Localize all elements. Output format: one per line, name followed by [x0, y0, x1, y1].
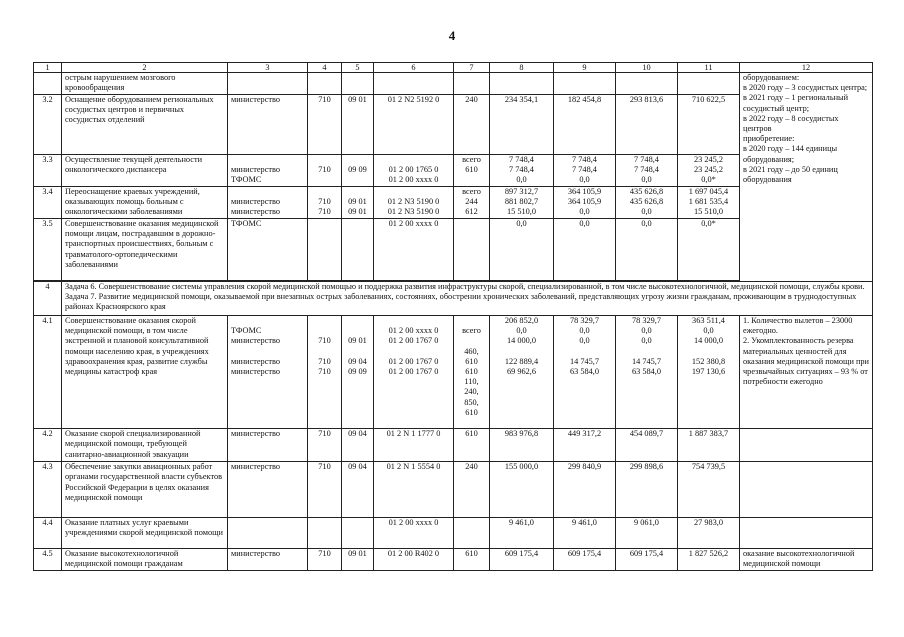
row-name: Совершенствование оказания медицинской помощи лицам, пострадавшим в дорожно-транспортных происшествиях, больным с травматолого-ортопедическими заболеваниями: [62, 219, 228, 281]
cell-gr: 710: [308, 462, 342, 518]
row-name: острым нарушением мозгового кровообращения: [62, 73, 228, 95]
cell-total: 23 245,2 23 245,2 0,0*: [678, 155, 740, 187]
cell-rzpr: 09 09: [342, 155, 374, 187]
cell-total: 754 739,5: [678, 462, 740, 518]
cell-2021: 78 329,7 0,0 0,0 14 745,7 63 584,0: [554, 316, 616, 429]
row-name: Оказание высокотехнологичной медицинской помощи гражданам: [62, 549, 228, 571]
table-row: [34, 429, 873, 462]
task-description: Задача 6. Совершенствование системы управления скорой медицинской помощью и поддержка развития инфраструктуры скорой, специализированной, в том числе высокотехнологичной, медицинской помощи, службы крови. Задача 7. Развитие медицинской помощи, оказываемой при внезапных острых заболеваниях, состояниях, обострении хронических заболеваний, представляющих угрозу жизни гражданам, проживающим в труднодоступных районах Красноярского края: [62, 282, 873, 316]
page-number: 4: [448, 28, 456, 43]
row-number: 4.3: [34, 462, 62, 518]
cell-gr: 710: [308, 429, 342, 462]
cell-2021: 364 105,9 364 105,9 0,0: [554, 187, 616, 219]
cell-rzpr: 09 01: [342, 549, 374, 571]
row-number: 3.2: [34, 95, 62, 155]
task-row: [34, 282, 873, 316]
cell-total: 1 827 526,2: [678, 549, 740, 571]
cell-total: 1 887 383,7: [678, 429, 740, 462]
cell-2021: 7 748,4 7 748,4 0,0: [554, 155, 616, 187]
cell-csr: 01 2 00 xxxx 0: [374, 518, 454, 549]
cell-2022: 293 813,6: [616, 95, 678, 155]
cell-csr: 01 2 N 1 1777 0: [374, 429, 454, 462]
cell-2021: 299 840,9: [554, 462, 616, 518]
cell-2020: 155 000,0: [490, 462, 554, 518]
cell-csr: 01 2 N 1 5554 0: [374, 462, 454, 518]
row-executor: министерство министерство: [228, 187, 308, 219]
cell-csr: 01 2 00 R402 0: [374, 549, 454, 571]
cell-vr: 240: [454, 95, 490, 155]
header-cell: 2: [62, 63, 228, 73]
row-name: Осуществление текущей деятельности онкологического диспансера: [62, 155, 228, 187]
row-executor: ТФОМС министерство министерство министерство: [228, 316, 308, 429]
row-number: 4.4: [34, 518, 62, 549]
header-cell: 8: [490, 63, 554, 73]
cell-2022: 299 898,6: [616, 462, 678, 518]
row-name: Совершенствование оказания скорой медицинской помощи, в том числе экстренной и плановой консультативной помощи населению края, в учреждениях здравоохранения края, развитие службы медицины катастроф края: [62, 316, 228, 429]
cell-csr: 01 2 N3 5190 0 01 2 N3 5190 0: [374, 187, 454, 219]
cell-gr: 710: [308, 155, 342, 187]
cell-2021: 0,0: [554, 219, 616, 281]
row-name: Обеспечение закупки авиационных работ органами государственной власти субъектов Российской Федерации в целях оказания медицинской помощи: [62, 462, 228, 518]
table-row: [34, 518, 873, 549]
row-number: 3.5: [34, 219, 62, 281]
header-row: [34, 63, 873, 73]
cell-rzpr: 09 04: [342, 462, 374, 518]
table-row: [34, 549, 873, 571]
cell-2022: 0,0: [616, 219, 678, 281]
row-note: оказание высокотехнологичной медицинской помощи: [740, 549, 873, 571]
cell-2020: 9 461,0: [490, 518, 554, 549]
header-cell: 11: [678, 63, 740, 73]
row-note: 1. Количество вылетов – 23000 ежегодно. 2. Укомплектованность резерва материальных ценностей для оказания медицинской помощи при чрезвычайных ситуациях – 93 % от потребности ежегодно: [740, 316, 873, 429]
cell-2021: 449 317,2: [554, 429, 616, 462]
row-name: Оснащение оборудованием региональных сосудистых центров и первичных сосудистых отделений: [62, 95, 228, 155]
table-row: [34, 316, 873, 429]
cell-2021: 182 454,8: [554, 95, 616, 155]
cell-2020: 609 175,4: [490, 549, 554, 571]
row-executor: ТФОМС: [228, 219, 308, 281]
row-number: 4.5: [34, 549, 62, 571]
header-cell: 9: [554, 63, 616, 73]
cell-vr: 610: [454, 549, 490, 571]
cell-gr: 710: [308, 95, 342, 155]
row-executor: министерство: [228, 462, 308, 518]
header-cell: 10: [616, 63, 678, 73]
header-cell: 1: [34, 63, 62, 73]
cell-total: 1 697 045,4 1 681 535,4 15 510,0: [678, 187, 740, 219]
cell-csr: 01 2 00 1765 0 01 2 00 xxxx 0: [374, 155, 454, 187]
row-number: 4.2: [34, 429, 62, 462]
header-cell: 5: [342, 63, 374, 73]
cell-gr: 710 710: [308, 187, 342, 219]
row-number: 3.3: [34, 155, 62, 187]
cell-total: 27 983,0: [678, 518, 740, 549]
row-number: 3.4: [34, 187, 62, 219]
cell-2022: 9 061,0: [616, 518, 678, 549]
cell-total: 363 511,4 0,0 14 000,0 152 380,8 197 130,6: [678, 316, 740, 429]
cell-2022: 435 626,8 435 626,8 0,0: [616, 187, 678, 219]
cell-rzpr: 09 01: [342, 95, 374, 155]
row-executor: министерство ТФОМС: [228, 155, 308, 187]
cell-vr: 610: [454, 429, 490, 462]
cell-2022: 78 329,7 0,0 0,0 14 745,7 63 584,0: [616, 316, 678, 429]
cell-rzpr: 09 01 09 01: [342, 187, 374, 219]
cell-total: 710 622,5: [678, 95, 740, 155]
cell-rzpr: 09 01 09 04 09 09: [342, 316, 374, 429]
row-executor: министерство: [228, 549, 308, 571]
cell-gr: 710 710 710: [308, 316, 342, 429]
cell-vr: всего 460, 610 610 110, 240, 850, 610: [454, 316, 490, 429]
header-cell: 4: [308, 63, 342, 73]
row-number: 4.1: [34, 316, 62, 429]
cell-gr: 710: [308, 549, 342, 571]
cell-2020: 897 312,7 881 802,7 15 510,0: [490, 187, 554, 219]
cell-vr: 240: [454, 462, 490, 518]
header-cell: 7: [454, 63, 490, 73]
cell-2022: 7 748,4 7 748,4 0,0: [616, 155, 678, 187]
cell-vr: всего 244 612: [454, 187, 490, 219]
cell-rzpr: 09 04: [342, 429, 374, 462]
table-row: [34, 462, 873, 518]
cell-2021: 9 461,0: [554, 518, 616, 549]
cell-csr: 01 2 00 xxxx 0: [374, 219, 454, 281]
row-executor: министерство: [228, 429, 308, 462]
cell-2020: 206 852,0 0,0 14 000,0 122 889,4 69 962,6: [490, 316, 554, 429]
cell-2022: 454 089,7: [616, 429, 678, 462]
cell-2020: 234 354,1: [490, 95, 554, 155]
cell-2020: 983 976,8: [490, 429, 554, 462]
row-name: Переоснащение краевых учреждений, оказывающих помощь больным с онкологическими заболеваниями: [62, 187, 228, 219]
header-cell: 6: [374, 63, 454, 73]
header-cell: 12: [740, 63, 873, 73]
cell-total: 0,0*: [678, 219, 740, 281]
cell-csr: 01 2 N2 5192 0: [374, 95, 454, 155]
row-number: 4: [34, 282, 62, 316]
header-cell: 3: [228, 63, 308, 73]
cell-2021: 609 175,4: [554, 549, 616, 571]
cell-2020: 7 748,4 7 748,4 0,0: [490, 155, 554, 187]
cell-2022: 609 175,4: [616, 549, 678, 571]
row-note: оборудованием: в 2020 году – 3 сосудистых центра; в 2021 году – 1 региональный сосудистый центр; в 2022 году – 8 сосудистых центров приобретение: в 2020 году – 144 единицы оборудования; в 2021 году – до 50 единиц оборудования: [740, 73, 873, 282]
cell-2020: 0,0: [490, 219, 554, 281]
row-executor: министерство: [228, 95, 308, 155]
table-row: [34, 73, 873, 95]
row-name: Оказание скорой специализированной медицинской помощи, требующей санитарно-авиационной эвакуации: [62, 429, 228, 462]
row-name: Оказание платных услуг краевыми учреждениями скорой медицинской помощи: [62, 518, 228, 549]
program-table: [33, 62, 873, 571]
cell-csr: 01 2 00 xxxx 0 01 2 00 1767 0 01 2 00 1767 0 01 2 00 1767 0: [374, 316, 454, 429]
cell-vr: всего 610: [454, 155, 490, 187]
